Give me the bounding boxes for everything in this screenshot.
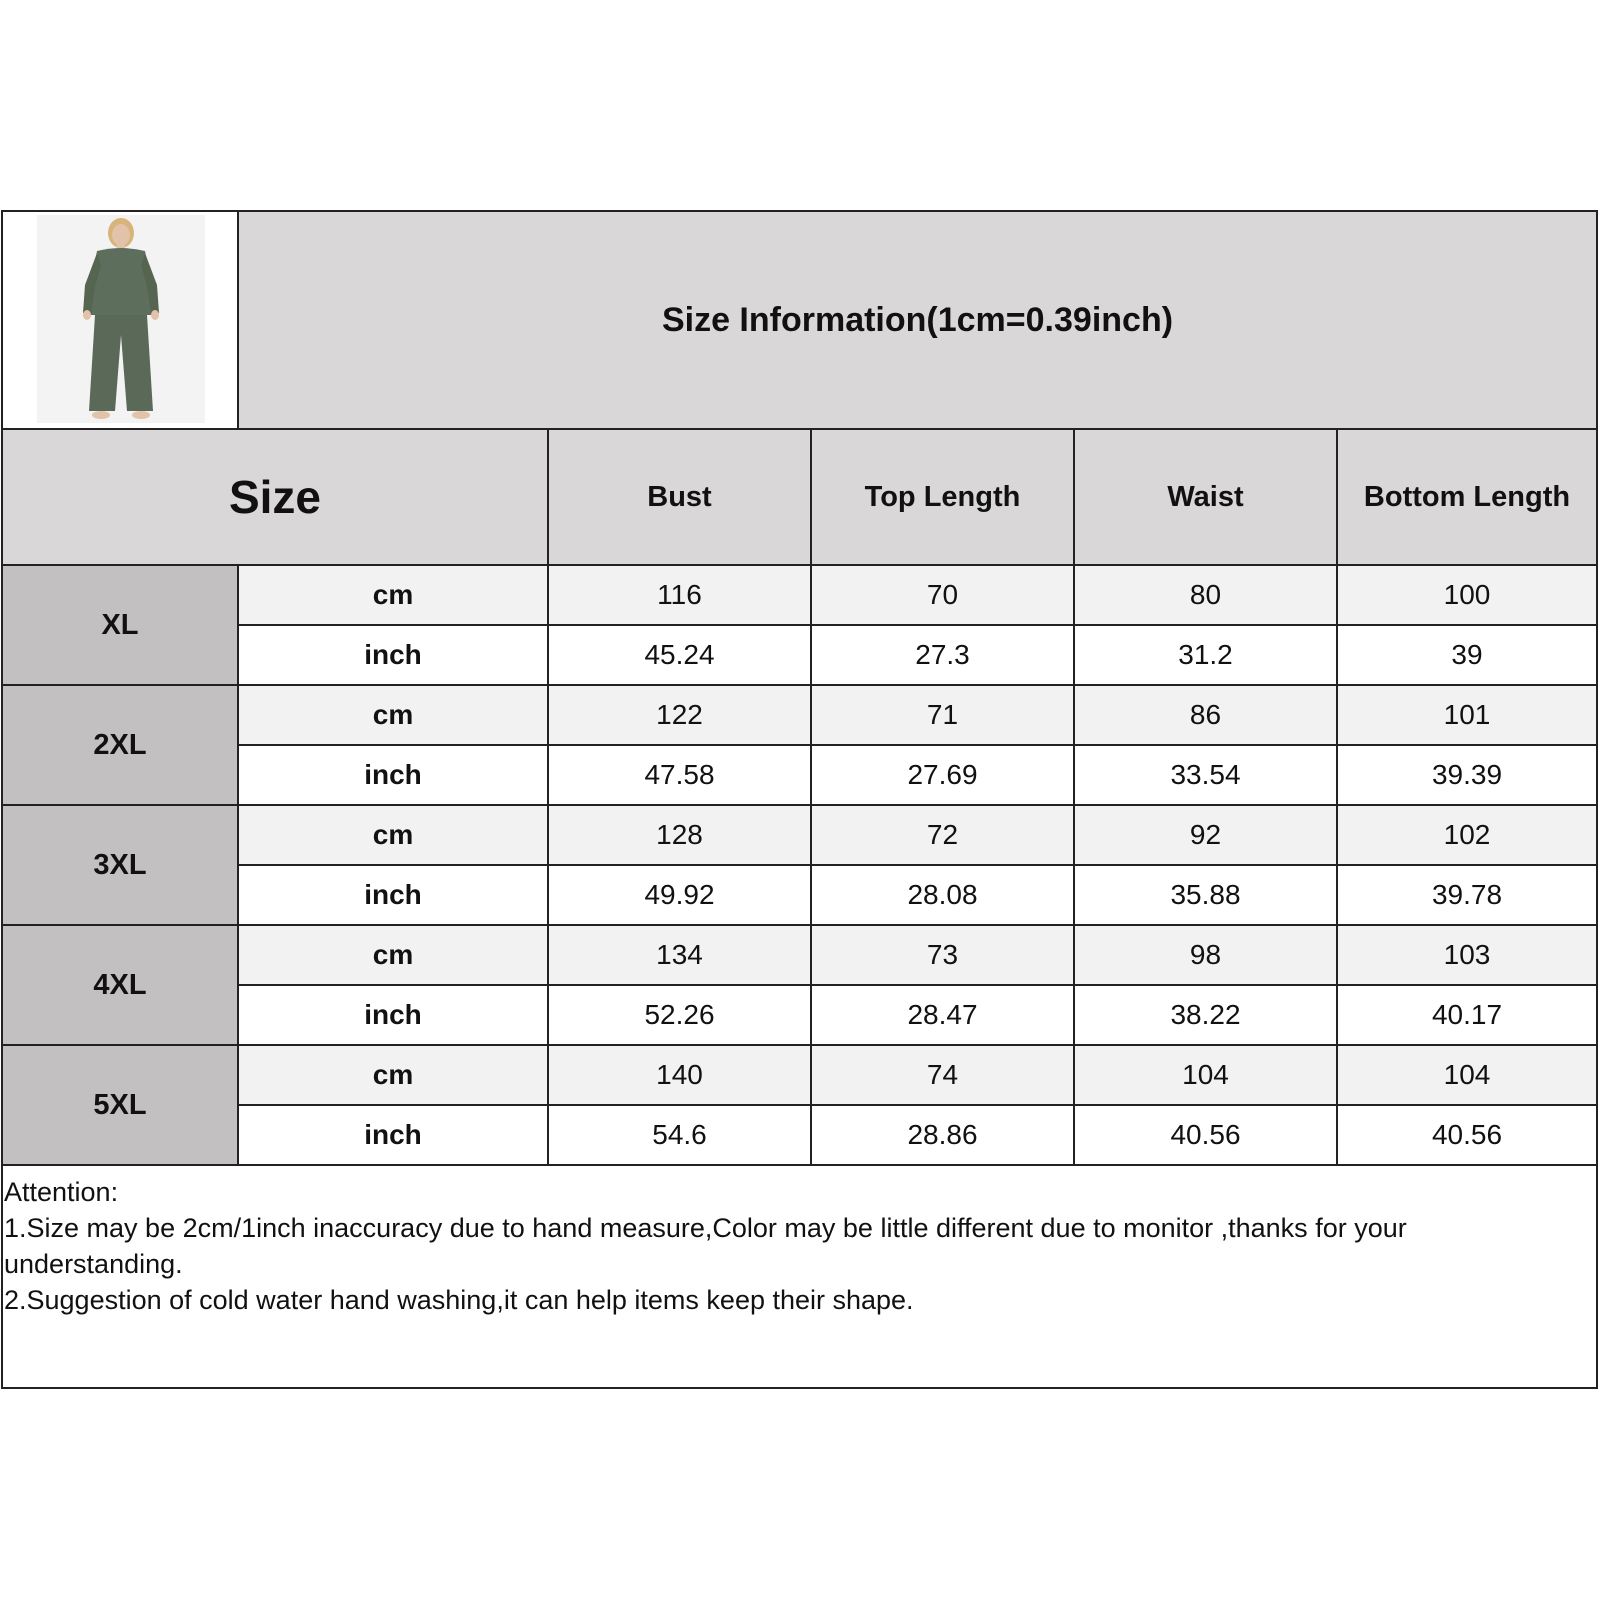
measurement-cell: 70 <box>812 566 1075 626</box>
measurement-cell: 52.26 <box>549 986 812 1046</box>
unit-cell: cm <box>239 686 549 746</box>
measurement-cell: 100 <box>1338 566 1598 626</box>
measurement-cell: 28.08 <box>812 866 1075 926</box>
unit-cell: inch <box>239 1106 549 1166</box>
measurement-cell: 134 <box>549 926 812 986</box>
measurement-cell: 122 <box>549 686 812 746</box>
column-header: Waist <box>1075 430 1338 566</box>
measurement-cell: 101 <box>1338 686 1598 746</box>
product-photo-cell <box>3 212 239 430</box>
measurement-cell: 98 <box>1075 926 1338 986</box>
size-label-cell: 4XL <box>3 926 239 1046</box>
column-header: Bottom Length <box>1338 430 1598 566</box>
size-column-header: Size <box>3 430 549 566</box>
measurement-cell: 92 <box>1075 806 1338 866</box>
measurement-cell: 102 <box>1338 806 1598 866</box>
measurement-cell: 73 <box>812 926 1075 986</box>
measurement-cell: 45.24 <box>549 626 812 686</box>
measurement-cell: 39.78 <box>1338 866 1598 926</box>
measurement-cell: 27.3 <box>812 626 1075 686</box>
measurement-cell: 49.92 <box>549 866 812 926</box>
woman-loungewear-photo-icon <box>37 215 205 423</box>
column-header: Top Length <box>812 430 1075 566</box>
measurement-cell: 47.58 <box>549 746 812 806</box>
measurement-cell: 35.88 <box>1075 866 1338 926</box>
measurement-cell: 33.54 <box>1075 746 1338 806</box>
measurement-cell: 54.6 <box>549 1106 812 1166</box>
unit-cell: inch <box>239 866 549 926</box>
unit-cell: inch <box>239 746 549 806</box>
unit-cell: inch <box>239 626 549 686</box>
measurement-cell: 140 <box>549 1046 812 1106</box>
unit-cell: inch <box>239 986 549 1046</box>
measurement-cell: 74 <box>812 1046 1075 1106</box>
unit-cell: cm <box>239 566 549 626</box>
measurement-cell: 86 <box>1075 686 1338 746</box>
measurement-cell: 39 <box>1338 626 1598 686</box>
measurement-cell: 31.2 <box>1075 626 1338 686</box>
size-label-cell: XL <box>3 566 239 686</box>
unit-cell: cm <box>239 926 549 986</box>
measurement-cell: 28.86 <box>812 1106 1075 1166</box>
measurement-cell: 104 <box>1338 1046 1598 1106</box>
measurement-cell: 103 <box>1338 926 1598 986</box>
page-title: Size Information(1cm=0.39inch) <box>239 212 1598 430</box>
notes-section <box>4 1174 1584 1318</box>
column-header: Bust <box>549 430 812 566</box>
measurement-cell: 40.56 <box>1338 1106 1598 1166</box>
note-item-1: 1.Size may be 2cm/1inch inaccuracy due to hand measure,Color may be little different due to monitor ,thanks for your understanding. <box>4 1213 1407 1279</box>
measurement-cell: 39.39 <box>1338 746 1598 806</box>
measurement-cell: 116 <box>549 566 812 626</box>
measurement-cell: 38.22 <box>1075 986 1338 1046</box>
measurement-cell: 40.56 <box>1075 1106 1338 1166</box>
size-label-cell: 3XL <box>3 806 239 926</box>
measurement-cell: 128 <box>549 806 812 866</box>
measurement-cell: 71 <box>812 686 1075 746</box>
measurement-cell: 28.47 <box>812 986 1075 1046</box>
unit-cell: cm <box>239 806 549 866</box>
measurement-cell: 40.17 <box>1338 986 1598 1046</box>
measurement-cell: 72 <box>812 806 1075 866</box>
measurement-cell: 27.69 <box>812 746 1075 806</box>
notes-heading: Attention: <box>4 1177 119 1207</box>
size-label-cell: 2XL <box>3 686 239 806</box>
size-label-cell: 5XL <box>3 1046 239 1166</box>
face-shape <box>112 224 130 246</box>
note-item-2: 2.Suggestion of cold water hand washing,it can help items keep their shape. <box>4 1285 914 1315</box>
unit-cell: cm <box>239 1046 549 1106</box>
measurement-cell: 80 <box>1075 566 1338 626</box>
measurement-cell: 104 <box>1075 1046 1338 1106</box>
pants-shape <box>89 315 153 411</box>
